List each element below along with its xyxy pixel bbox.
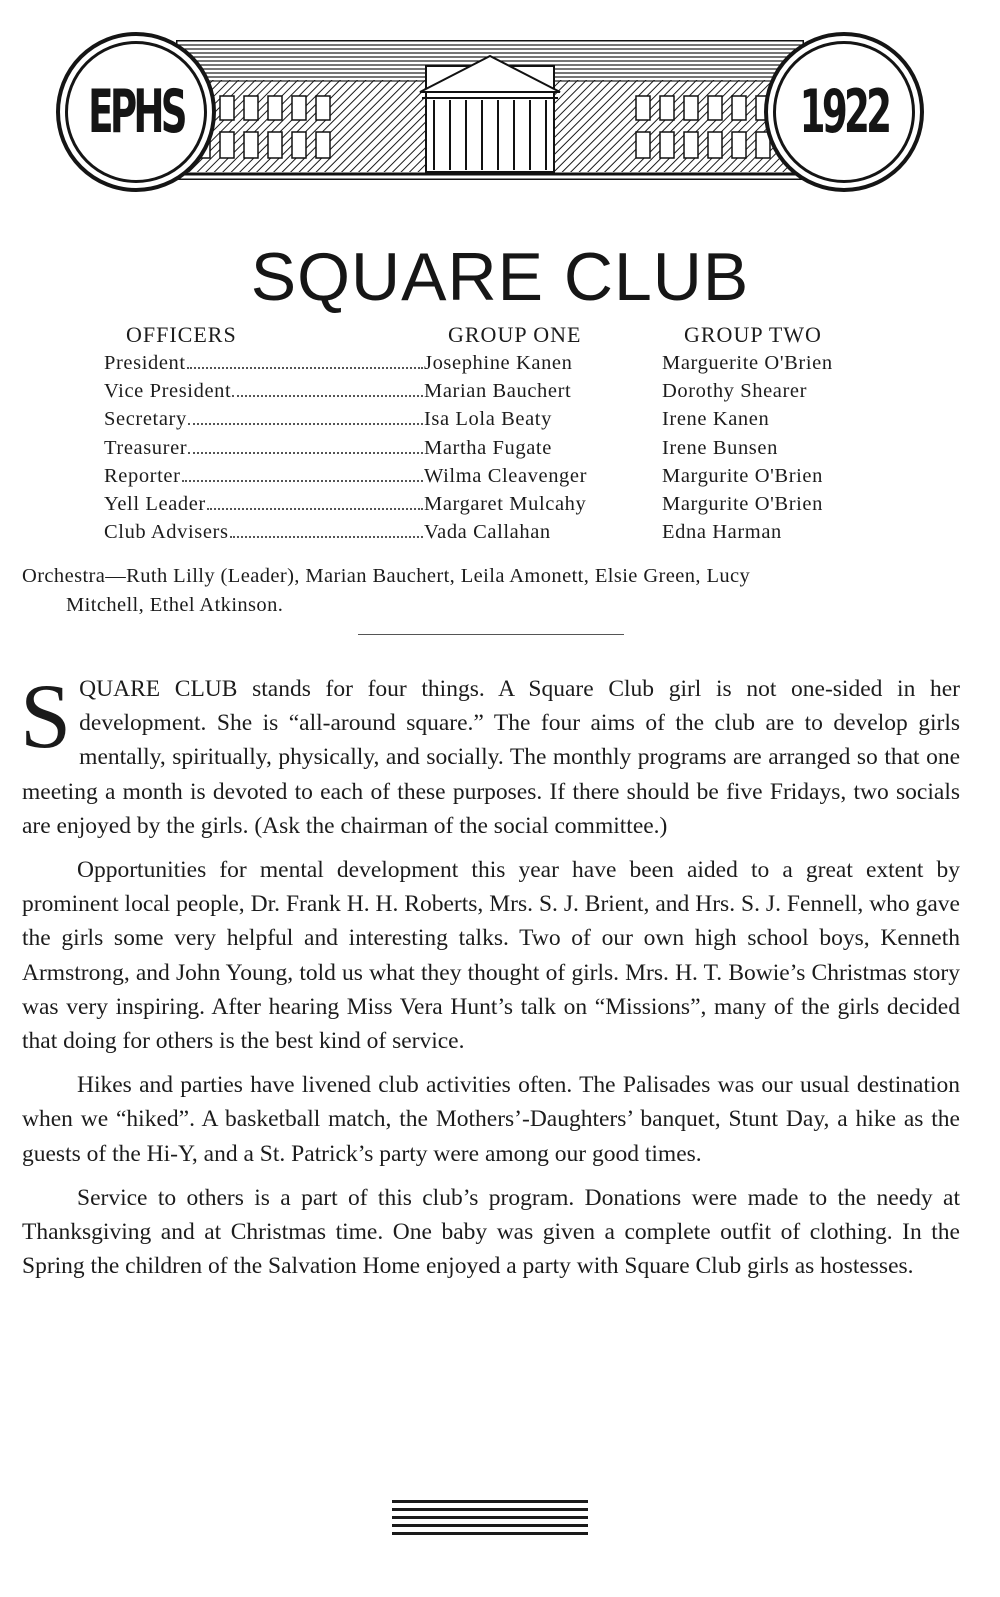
orchestra-list [22,562,960,620]
officers-heading: OFFICERS [126,322,237,347]
drop-cap: S [20,665,72,767]
school-building-illustration [176,40,804,180]
year-monogram: 1922 [799,77,889,147]
group-one-officer: Josephine Kanen [424,352,573,374]
paragraph: Service to others is a part of this club’s program. Donations were made to the needy at Thanksgiving and at Christmas time. One baby was given a complete outfit of clothing. In the Spring the children of the Salvation Home enjoyed a party with Square Club girls as hostesses. [22,1184,960,1280]
group-one-heading: GROUP ONE [448,322,582,347]
officer-row [104,521,884,549]
group-one-officer: Vada Callahan [424,521,551,544]
paragraph-text: QUARE CLUB stands for four things. A Square Club girl is not one-sided in her development. She is “all-around square.” The four aims of the club are to develop girls mentally, spiritually, physically, and socially. The monthly programs are arranged so that one meeting a month is devoted to each of these purposes. If there should be five Fridays, two socials are enjoyed by the girls. (Ask the chairman of the social committee.) [22,676,960,839]
section-divider [358,634,624,635]
group-two-officer: Dorothy Shearer [662,380,808,403]
group-one-officer: Martha Fugate [424,436,552,459]
group-two-officer: Margurite O'Brien [662,492,823,515]
group-one-officer: Wilma Cleavenger [424,464,588,487]
role-label: Club Advisers [104,521,229,544]
role-label: Yell Leader [104,492,206,515]
role-label: Vice President [104,380,232,403]
officer-row [104,437,884,465]
group-two-officer: Edna Harman [662,521,782,544]
paragraph [20,665,960,843]
footer-ornament [392,1500,588,1550]
year-seal [764,32,924,192]
paragraph: Opportunities for mental development this year have been aided to a great extent by prominent local people, Dr. Frank H. H. Roberts, Mrs. S. J. Brient, and Hrs. S. J. Fennell, who gave the girls some very helpful and interesting talks. Two of our own high school boys, Kenneth Armstrong, and John Young, told us what they thought of girls. Mrs. H. T. Bowie’s Christmas story was very inspiring. After hearing Miss Vera Hunt’s talk on “Missions”, many of the girls decided that doing for others is the best kind of service. [22,857,960,1055]
header-banner [56,28,924,192]
dot-leader [188,423,423,425]
dot-leader [230,536,423,538]
group-one-officer: Margaret Mulcahy [424,492,587,515]
paragraph: Hikes and parties have livened club activities often. The Palisades was our usual destination when we “hiked”. A basketball match, the Mothers’-Daughters’ banquet, Stunt Day, a hike as the guests of the Hi-Y, and a St. Patrick’s party were among our good times. [22,1072,960,1167]
group-one-officer: Marian Bauchert [424,380,572,403]
officer-row [104,465,884,493]
orchestra-line: Mitchell, Ethel Atkinson. [66,594,284,616]
ephs-monogram-seal [56,32,216,192]
group-one-officer: Isa Lola Beaty [424,408,552,431]
page-title: SQUARE CLUB [250,239,750,315]
group-two-officer: Irene Bunsen [662,436,778,459]
role-label: Reporter [104,464,181,487]
officer-row [104,352,884,380]
orchestra-line: Orchestra—Ruth Lilly (Leader), Marian Bauchert, Leila Amonett, Elsie Green, Lucy [22,565,751,587]
article-body [20,665,960,1283]
officer-row [104,493,884,521]
group-two-officer: Margurite O'Brien [662,464,823,487]
dot-leader [207,508,423,510]
role-label: President [104,352,186,374]
dot-leader [188,452,423,454]
role-label: Secretary [104,408,187,431]
ephs-monogram: EPHS [88,77,184,147]
group-two-officer: Irene Kanen [662,408,770,431]
officer-row [104,408,884,436]
role-label: Treasurer [104,436,188,459]
group-two-officer: Marguerite O'Brien [662,352,833,374]
dot-leader [182,480,423,482]
dot-leader [187,367,423,369]
dot-leader [232,395,423,397]
group-two-heading: GROUP TWO [684,322,822,347]
officers-table [104,352,884,549]
officer-row [104,380,884,408]
